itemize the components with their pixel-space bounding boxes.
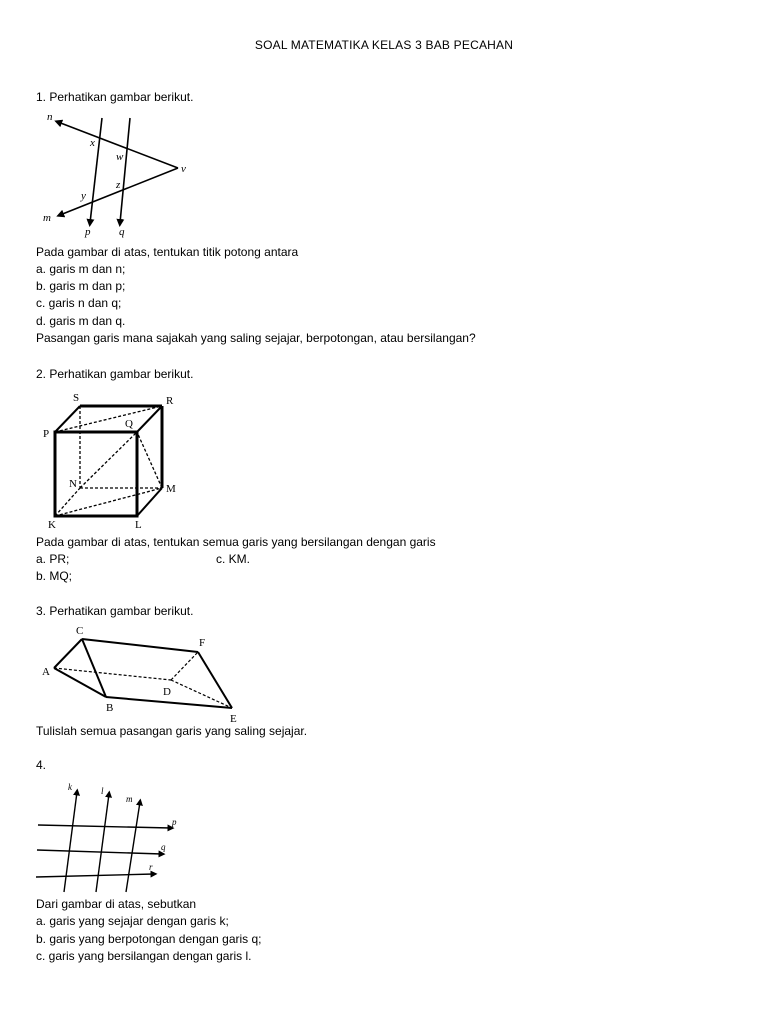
- label-D: D: [163, 686, 171, 698]
- q2-heading: 2. Perhatikan gambar berikut.: [36, 367, 194, 381]
- q1-prompt: Pada gambar di atas, tentukan titik potong antara: [36, 245, 299, 259]
- label-C: C: [76, 625, 84, 637]
- q2-item-c: c. KM.: [216, 552, 251, 566]
- line-p: [90, 118, 102, 223]
- label-Q: Q: [125, 418, 133, 430]
- label-p: p: [85, 226, 91, 238]
- label-A: A: [42, 666, 50, 678]
- label-v: v: [181, 163, 186, 175]
- edge-QR: [137, 406, 162, 432]
- edge-FE: [198, 652, 232, 708]
- q1-item-a: a. garis m dan n;: [36, 262, 126, 276]
- label-N: N: [69, 478, 77, 490]
- label-n: n: [47, 111, 53, 123]
- label-x: x: [90, 137, 95, 149]
- label-r: r: [149, 862, 153, 872]
- label-L: L: [135, 519, 142, 531]
- q2-prompt: Pada gambar di atas, tentukan semua garis yang bersilangan dengan garis: [36, 535, 436, 549]
- line-k: [64, 792, 77, 892]
- edge-BE: [106, 697, 232, 708]
- label-w: w: [116, 151, 124, 163]
- q2-item-a: a. PR;: [36, 552, 70, 566]
- line-l: [96, 794, 109, 892]
- label-m: m: [126, 794, 133, 804]
- label-y: y: [81, 190, 86, 202]
- label-F: F: [199, 637, 206, 649]
- q2-cube-figure: [40, 390, 200, 535]
- q4-prompt: Dari gambar di atas, sebutkan: [36, 897, 197, 911]
- label-l: l: [101, 786, 104, 796]
- line-r: [36, 874, 154, 877]
- edge-CF: [82, 639, 198, 652]
- diag-MQ: [137, 432, 162, 488]
- label-m: m: [43, 212, 51, 224]
- edge-DF: [171, 652, 198, 680]
- q1-item-b: b. garis m dan p;: [36, 279, 126, 293]
- diag-KM: [55, 488, 162, 516]
- q3-question: Tulislah semua pasangan garis yang saling sejajar.: [36, 724, 308, 738]
- page-title: SOAL MATEMATIKA KELAS 3 BAB PECAHAN: [254, 38, 514, 52]
- label-S: S: [73, 392, 80, 404]
- label-M: M: [166, 483, 176, 495]
- q1-figure: [40, 108, 240, 238]
- label-z: z: [116, 179, 121, 191]
- label-R: R: [166, 395, 174, 407]
- q1-heading: 1. Perhatikan gambar berikut.: [36, 90, 194, 104]
- q1-item-c: c. garis n dan q;: [36, 296, 122, 310]
- line-m: [126, 802, 140, 892]
- q4-item-c: c. garis yang bersilangan dengan garis l.: [36, 949, 252, 963]
- label-B: B: [106, 702, 114, 714]
- label-p: p: [172, 817, 177, 827]
- diag-NQ: [80, 432, 137, 488]
- q2-item-b: b. MQ;: [36, 569, 73, 583]
- q4-item-b: b. garis yang berpotongan dengan garis q;: [36, 932, 262, 946]
- line-q: [120, 118, 130, 223]
- edge-AC: [54, 639, 82, 668]
- q4-item-a: a. garis yang sejajar dengan garis k;: [36, 914, 229, 928]
- q4-heading: 4.: [36, 758, 47, 772]
- label-P: P: [43, 428, 50, 440]
- edge-AB: [54, 668, 106, 697]
- q1-question: Pasangan garis mana sajakah yang saling sejajar, berpotongan, atau bersilangan?: [36, 331, 476, 345]
- q3-heading: 3. Perhatikan gambar berikut.: [36, 604, 194, 618]
- line-m: [60, 168, 178, 215]
- label-K: K: [48, 519, 56, 531]
- label-E: E: [230, 713, 237, 725]
- q3-prism-figure: [38, 622, 258, 727]
- q4-lines-figure: [34, 780, 194, 895]
- label-q: q: [161, 842, 166, 852]
- label-q: q: [119, 226, 125, 238]
- edge-PS: [55, 406, 80, 432]
- line-q: [37, 850, 162, 854]
- q1-item-d: d. garis m dan q.: [36, 314, 126, 328]
- edge-LM: [137, 488, 162, 516]
- edge-CB: [82, 639, 106, 697]
- edge-KN: [55, 488, 80, 516]
- diag-PR: [55, 406, 162, 432]
- label-k: k: [68, 782, 72, 792]
